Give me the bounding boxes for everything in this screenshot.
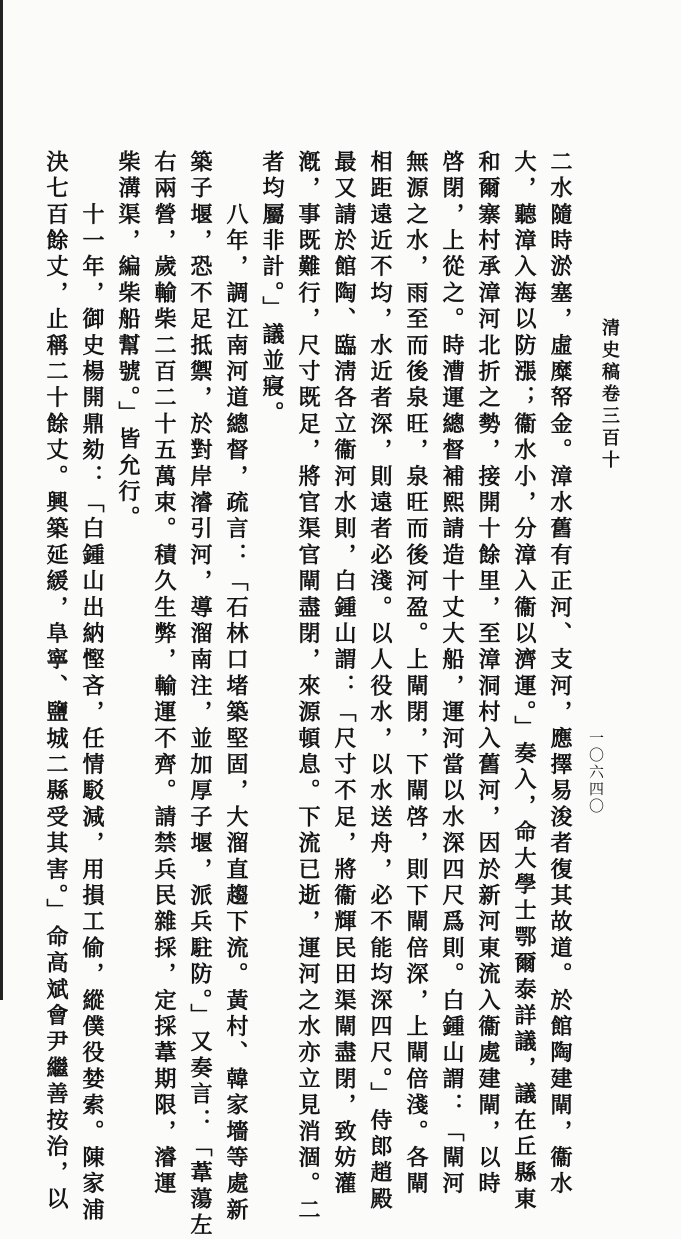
running-head: 清史稿卷三百十 bbox=[599, 318, 620, 472]
page-number: 一〇六四〇 bbox=[587, 730, 605, 815]
scan-edge bbox=[0, 0, 3, 1000]
text-column: 漑，事既難行，尺寸既足，將官渠官閘盡閉，來源頓息。下流已逝，運河之水亦立見消涸。二 bbox=[295, 150, 321, 1225]
text-column: 相距遠近不均，水近者深，則遠者必淺。以人役水，以水送舟，必不能均深四尺。」侍郎趙殿 bbox=[367, 150, 393, 1214]
text-column: 大，聽漳入海以防漲；衞水小，分漳入衞以濟運。」奏入，命大學士鄂爾泰詳議，議在丘縣東 bbox=[511, 150, 537, 1214]
text-column: 柴溝渠，編柴船幫號。」皆允行。 bbox=[115, 150, 141, 532]
text-column: 二水隨時淤塞，虛糜帑金。漳水舊有正河、支河，應擇易浚者復其故道。於館陶建閘，衞水 bbox=[547, 150, 573, 1198]
text-column: 右兩營，歲輸柴二百二十五萬束。積久生弊，輸運不齊。請禁兵民雜採，定採葦期限，濬運 bbox=[151, 150, 177, 1198]
text-column: 無源之水，雨至而後泉旺，泉旺而後河盈。上閘閉，下閘啓，則下閘倍深，上閘倍淺。各閘 bbox=[403, 150, 429, 1198]
text-column: 十一年，御史楊開鼎劾：「白鍾山出納慳吝，任情駁減，用損工偷，縱僕役婪索。陳家浦 bbox=[79, 150, 105, 1225]
text-column: 和爾寨村承漳河北折之勢，接開十餘里，至漳洞村入舊河，因於新河東流入衞處建閘，以時 bbox=[475, 150, 501, 1198]
text-column: 築子堰，恐不足抵禦，於對岸濬引河，導溜南注，並加厚子堰，派兵駐防。」又奏言：「葦蕩左 bbox=[187, 150, 213, 1239]
text-column: 決七百餘丈，止稱二十餘丈。興築延緩，阜寧、鹽城二縣受其害。」命高斌會尹繼善按治，以 bbox=[43, 150, 69, 1214]
text-column: 最又請於館陶、臨淸各立衞河水則，白鍾山謂：「尺寸不足，將衞輝民田渠閘盡閉，致妨灌 bbox=[331, 150, 357, 1198]
text-column: 啓閉，上從之。時漕運總督補熙請造十丈大船，運河當以水深四尺爲則。白鍾山謂：「閘河 bbox=[439, 150, 465, 1198]
text-column: 者均屬非計。」議並寢。 bbox=[259, 150, 285, 428]
text-column: 八年，調江南河道總督，疏言：「石林口堵築堅固，大溜直趨下流。黃村、韓家墻等處新 bbox=[223, 150, 249, 1225]
